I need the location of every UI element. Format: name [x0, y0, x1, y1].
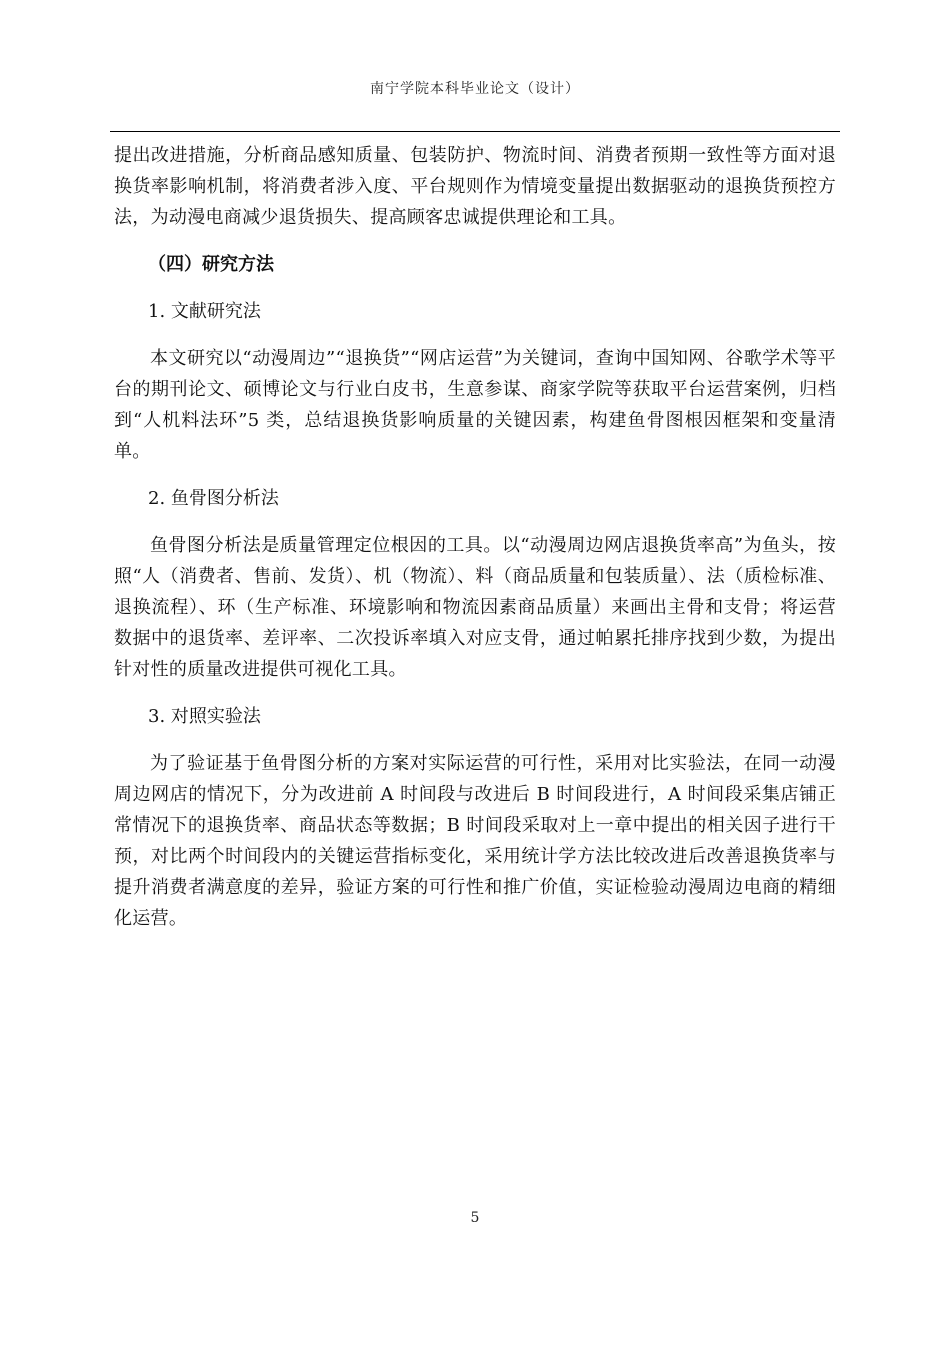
spacer	[114, 327, 836, 343]
method-text-experiment: 为了验证基于鱼骨图分析的方案对实际运营的可行性，采用对比实验法，在同一动漫周边网店的情况下，分为改进前 A 时间段与改进后 B 时间段进行，A 时间段采集店铺正常情况下的退换货率、商品状态等数据；B 时间段采取对上一章中提出的相关因子进行干预，对比两个时间段内的关键运营指标变化，采用统计学方法比较改进后改善退换货率与提升消费者满意度的差异，验证方案的可行性和推广价值，实证检验动漫周边电商的精细化运营。	[114, 753, 836, 929]
spacer	[114, 233, 836, 249]
page-header: 南宁学院本科毕业论文（设计）	[370, 81, 580, 97]
method-title-literature: 1. 文献研究法	[148, 301, 261, 322]
method-title-experiment: 3. 对照实验法	[148, 706, 261, 727]
spacer	[114, 280, 836, 296]
method-title-fishbone: 2. 鱼骨图分析法	[148, 488, 279, 509]
spacer	[114, 514, 836, 530]
method-text-literature: 本文研究以“动漫周边”“退换货”“网店运营”为关键词，查询中国知网、谷歌学术等平台的期刊论文、硕博论文与行业白皮书，生意参谋、商家学院等获取平台运营案例，归档到“人机料法环”5 类，总结退换货影响质量的关键因素，构建鱼骨图根因框架和变量清单。	[114, 348, 836, 462]
section-heading: （四）研究方法	[148, 254, 274, 275]
intro-paragraph: 提出改进措施，分析商品感知质量、包装防护、物流时间、消费者预期一致性等方面对退换货率影响机制，将消费者涉入度、平台规则作为情境变量提出数据驱动的退换货预控方法，为动漫电商减少退货损失、提高顾客忠诚提供理论和工具。	[114, 145, 836, 228]
page-number: 5	[470, 1210, 480, 1226]
spacer	[114, 685, 836, 701]
header-divider	[110, 131, 840, 132]
document-body	[114, 140, 836, 934]
spacer	[114, 732, 836, 748]
method-text-fishbone: 鱼骨图分析法是质量管理定位根因的工具。以“动漫周边网店退换货率高”为鱼头，按照“人（消费者、售前、发货）、机（物流）、料（商品质量和包装质量）、法（质检标准、退换流程）、环（生产标准、环境影响和物流因素商品质量）来画出主骨和支骨；将运营数据中的退货率、差评率、二次投诉率填入对应支骨，通过帕累托排序找到少数，为提出针对性的质量改进提供可视化工具。	[114, 535, 836, 680]
spacer	[114, 467, 836, 483]
